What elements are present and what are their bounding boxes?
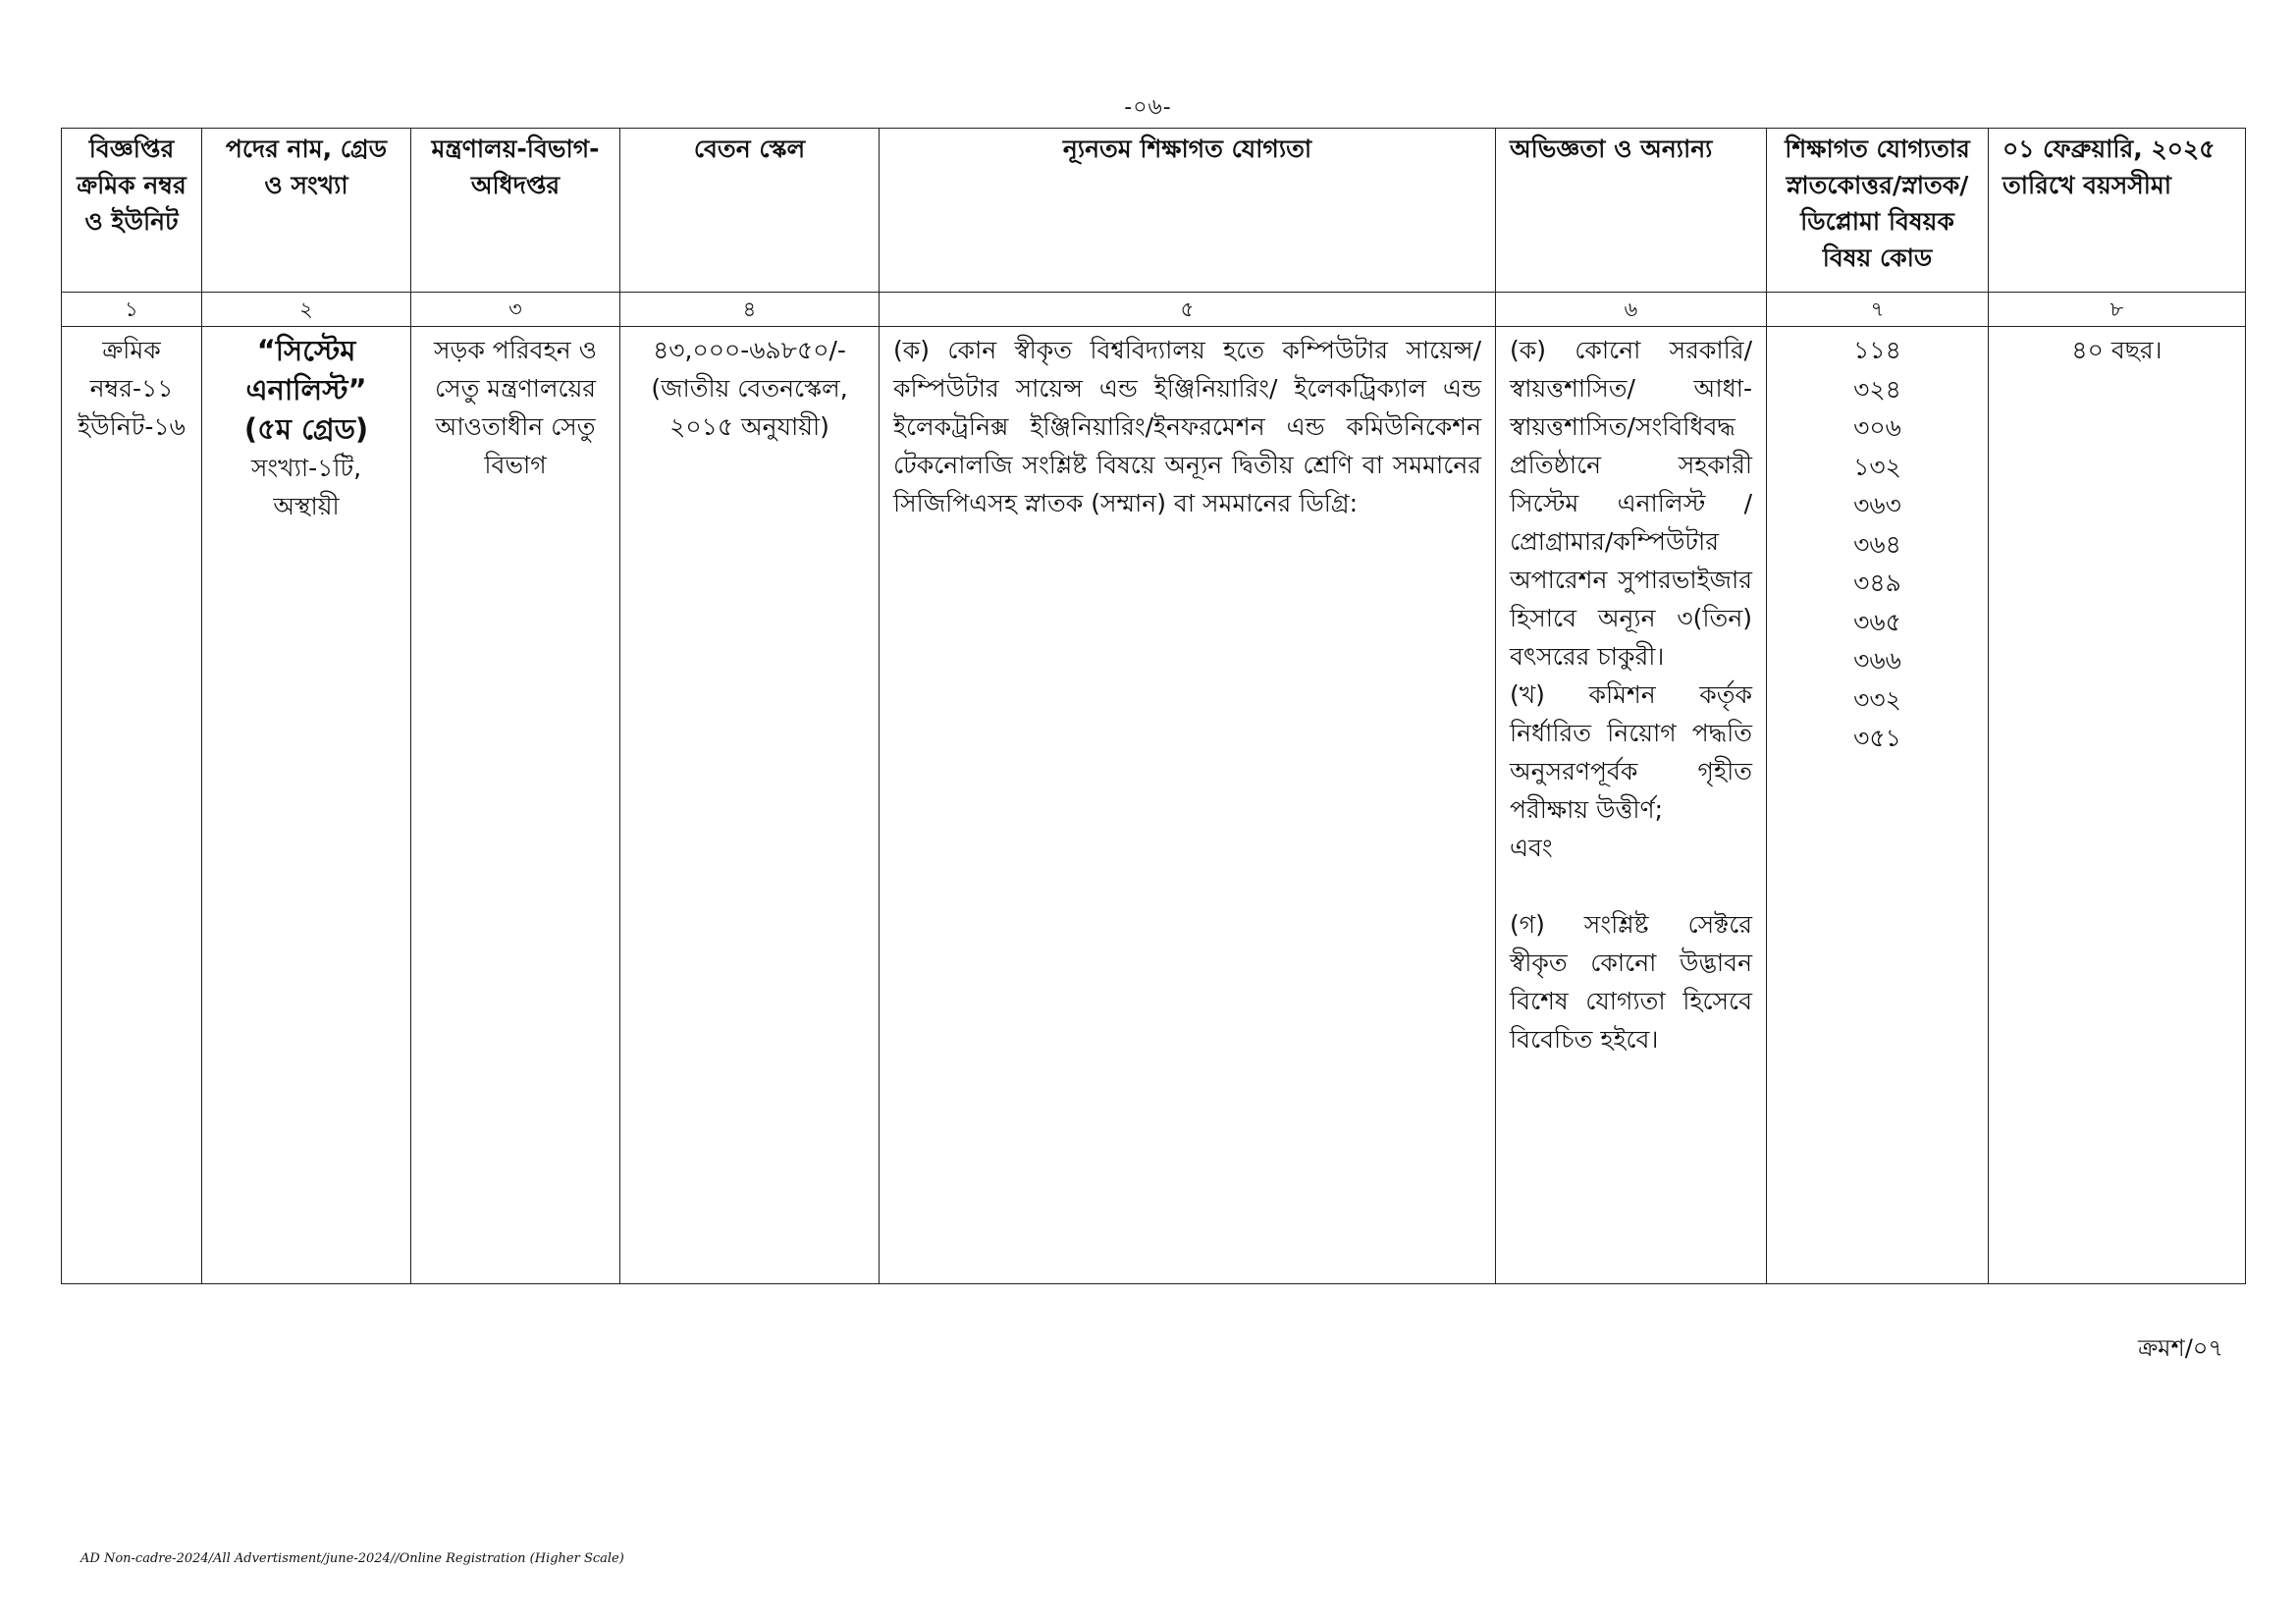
subject-code: ৩৩২ [1853, 684, 1901, 714]
header-post: পদের নাম, গ্রেড ও সংখ্যা [202, 129, 411, 293]
qualification-text: (ক) কোন স্বীকৃত বিশ্ববিদ্যালয় হতে কম্পিউটার সায়েন্স/ কম্পিউটার সায়েন্স এন্ড ইঞ্জিনিয়ারিং/ ইলেকট্রিক্যাল এন্ড ইলেকট্রনিক্স ইঞ্জিনিয়ারিং/ইনফরমেশন এন্ড কমিউনিকেশন টেকনোলজি সংশ্লিষ্ট বিষয়ে অন্যূন দ্বিতীয় শ্রেণি বা সমমানের সিজিপিএসহ স্নাতক (সম্মান) বা সমমানের ডিগ্রি: [893, 336, 1481, 517]
post-type: অস্থায়ী [273, 492, 340, 520]
qualification-cell [880, 327, 1496, 1284]
serial-line: ক্রমিক [102, 336, 161, 364]
post-title: এনালিস্ট” [245, 373, 367, 406]
serial-line: নম্বর-১১ [89, 374, 174, 403]
subject-code: ৩৫১ [1853, 724, 1901, 752]
header-qualification: ন্যূনতম শিক্ষাগত যোগ্যতা [880, 129, 1496, 293]
ministry-cell [411, 327, 620, 1284]
post-count: সংখ্যা-১টি, [250, 454, 362, 482]
column-number: ১ [62, 293, 202, 327]
post-cell [202, 327, 411, 1284]
subject-code-cell [1767, 327, 1989, 1284]
experience-cell [1496, 327, 1767, 1284]
subject-code: ৩২৪ [1853, 374, 1901, 404]
post-grade: (৫ম গ্রেড) [243, 412, 369, 446]
footer-note: AD Non-cadre-2024/All Advertisment/june-2024//Online Registration (Higher Scale) [80, 1551, 624, 1566]
subject-code: ১১৪ [1853, 336, 1901, 364]
column-number: ৮ [1989, 293, 2246, 327]
column-number: ৪ [620, 293, 880, 327]
header-subject-code: শিক্ষাগত যোগ্যতার স্নাতকোত্তর/স্নাতক/ ডিপ্লোমা বিষয়ক বিষয় কোড [1767, 129, 1989, 293]
table-row [62, 327, 2246, 1284]
header-row [62, 129, 2246, 293]
subject-code: ৩৬৩ [1853, 491, 1901, 519]
pay-scale-cell [620, 327, 880, 1284]
header-age-limit: ০১ ফেব্রুয়ারি, ২০২৫ তারিখে বয়সসীমা [1989, 129, 2246, 293]
subject-code: ৩৬৬ [1853, 646, 1901, 675]
subject-code: ৩৬৪ [1853, 529, 1901, 559]
experience-item: (ক) কোনো সরকারি/স্বায়ত্তশাসিত/ আধা-স্বায়ত্তশাসিত/সংবিধিবদ্ধ প্রতিষ্ঠানে সহকারী সিস্টেম এনালিস্ট /প্রোগ্রামার/কম্পিউটার অপারেশন সুপারভাইজার হিসাবে অন্যূন ৩(তিন) বৎসরের চাকুরী। [1510, 336, 1752, 671]
column-number: ৬ [1496, 293, 1767, 327]
pay-scale-text: ৪৩,০০০-৬৯৮৫০/- (জাতীয় বেতনস্কেল, ২০১৫ অনুযায়ী) [651, 336, 848, 441]
experience-item: (খ) কমিশন কর্তৃক নির্ধারিত নিয়োগ পদ্ধতি অনুসরণপূর্বক গৃহীত পরীক্ষায় উত্তীর্ণ; [1510, 680, 1752, 824]
column-number: ৫ [880, 293, 1496, 327]
continued-label: ক্রমশ/০৭ [2138, 1334, 2223, 1362]
ministry-text: সড়ক পরিবহন ও সেতু মন্ত্রণালয়ের আওতাধীন সেতু বিভাগ [434, 336, 597, 479]
serial-line: ইউনিট-১৬ [78, 412, 186, 441]
serial-cell [62, 327, 202, 1284]
subject-code: ৩০৬ [1853, 413, 1901, 442]
column-number: ৭ [1767, 293, 1989, 327]
header-experience: অভিজ্ঞতা ও অন্যান্য [1496, 129, 1767, 293]
header-ministry: মন্ত্রণালয়-বিভাগ-অধিদপ্তর [411, 129, 620, 293]
age-limit-text: ৪০ বছর। [2071, 336, 2163, 364]
experience-item: (গ) সংশ্লিষ্ট সেক্টরে স্বীকৃত কোনো উদ্ভাবন বিশেষ যোগ্যতা হিসেবে বিবেচিত হইবে। [1510, 910, 1752, 1054]
experience-conjunction: এবং [1510, 834, 1553, 862]
page-number: -০৬- [1124, 95, 1172, 120]
post-title: “সিস্টেম [256, 334, 356, 367]
subject-code: ১৩২ [1853, 452, 1901, 481]
age-limit-cell [1989, 327, 2246, 1284]
header-serial: বিজ্ঞপ্তির ক্রমিক নম্বর ও ইউনিট [62, 129, 202, 293]
subject-code: ৩৪৯ [1853, 568, 1901, 597]
header-pay-scale: বেতন স্কেল [620, 129, 880, 293]
column-number-row [62, 293, 2246, 327]
column-number: ২ [202, 293, 411, 327]
column-number: ৩ [411, 293, 620, 327]
subject-code: ৩৬৫ [1853, 607, 1901, 636]
recruitment-table [61, 128, 2246, 1284]
